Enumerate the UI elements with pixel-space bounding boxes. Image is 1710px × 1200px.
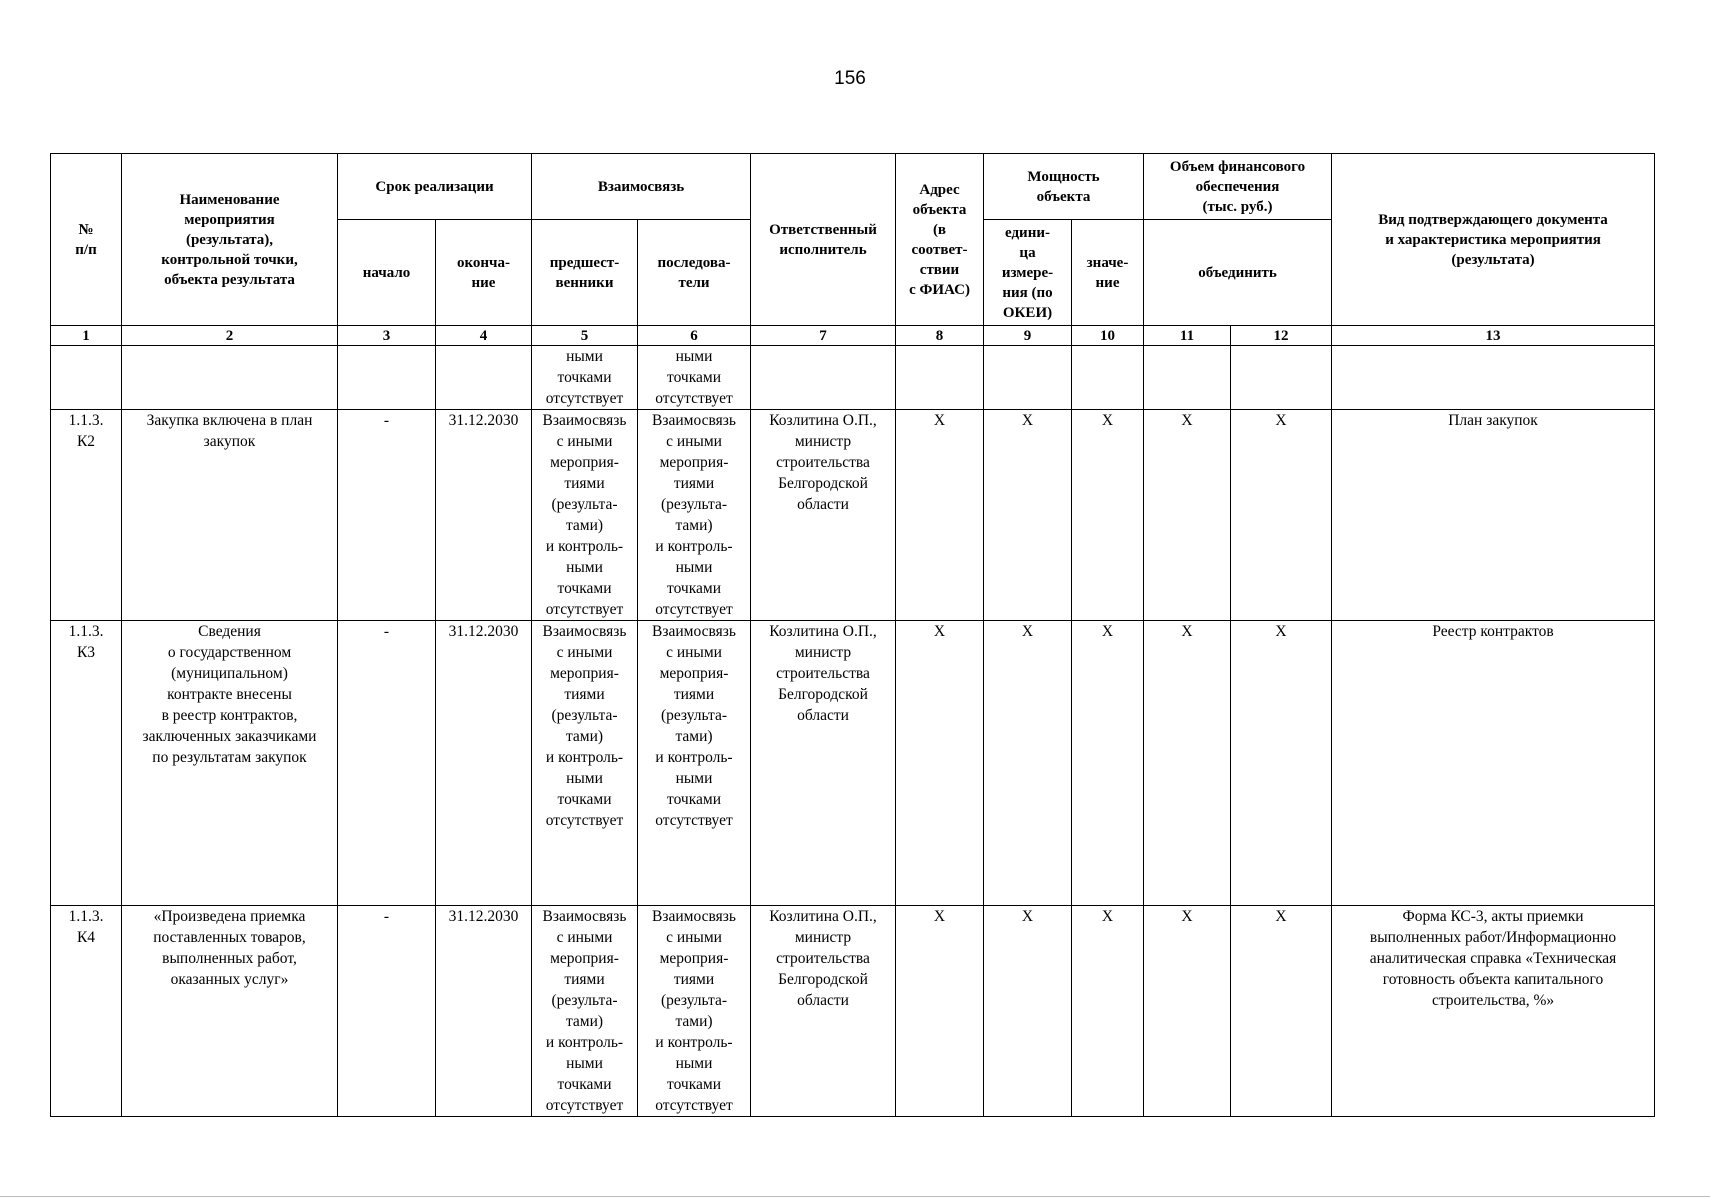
cell-next: ными точками отсутствует: [638, 346, 751, 410]
header-capacity-value: значе- ние: [1072, 220, 1144, 326]
column-number: 7: [751, 326, 896, 346]
header-name: Наименование мероприятия (результата), контрольной точки, объекта результата: [122, 154, 338, 326]
cell-prev: Взаимосвязь с иными мероприя- тиями (результа- тами) и контроль- ными точками отсутствует: [532, 410, 638, 621]
column-number: 6: [638, 326, 751, 346]
cell-fin-11: Х: [1144, 906, 1231, 1117]
column-number: 8: [896, 326, 984, 346]
cell-num: 1.1.3. К2: [51, 410, 122, 621]
cell-value: Х: [1072, 410, 1144, 621]
cell-fin-11: Х: [1144, 410, 1231, 621]
column-number: 3: [338, 326, 436, 346]
cell-num: 1.1.3. К4: [51, 906, 122, 1117]
continuation-row: [51, 346, 1655, 410]
cell-prev: ными точками отсутствует: [532, 346, 638, 410]
header-term: Срок реализации: [338, 154, 532, 220]
cell-num: 1.1.3. К3: [51, 621, 122, 906]
page-number: 156: [834, 68, 866, 89]
column-number: 11: [1144, 326, 1231, 346]
scan-bottom-edge: [0, 1196, 1710, 1197]
cell-name: «Произведена приемка поставленных товаров, выполненных работ, оказанных услуг»: [122, 906, 338, 1117]
header-finance-merge: объединить: [1144, 220, 1332, 326]
header-term-end: оконча- ние: [436, 220, 532, 326]
cell-doc: Реестр контрактов: [1332, 621, 1655, 906]
column-number: 13: [1332, 326, 1655, 346]
cell-fin-12: Х: [1231, 906, 1332, 1117]
cell-responsible: Козлитина О.П., министр строительства Белгородской области: [751, 621, 896, 906]
column-number: 1: [51, 326, 122, 346]
column-number: 10: [1072, 326, 1144, 346]
cell-unit: Х: [984, 621, 1072, 906]
cell-value: Х: [1072, 621, 1144, 906]
header-finance: Объем финансового обеспечения (тыс. руб.): [1144, 154, 1332, 220]
column-number: 5: [532, 326, 638, 346]
results-table: [50, 153, 1655, 1117]
cell-end: 31.12.2030: [436, 621, 532, 906]
cell-unit: Х: [984, 410, 1072, 621]
header-link-next: последова- тели: [638, 220, 751, 326]
cell-prev: Взаимосвязь с иными мероприя- тиями (результа- тами) и контроль- ными точками отсутствует: [532, 906, 638, 1117]
table-row: [51, 621, 1655, 906]
header-link-prev: предшест- венники: [532, 220, 638, 326]
cell-end: 31.12.2030: [436, 410, 532, 621]
cell-unit: Х: [984, 906, 1072, 1117]
cell-next: Взаимосвязь с иными мероприя- тиями (результа- тами) и контроль- ными точками отсутствует: [638, 906, 751, 1117]
cell-start: -: [338, 410, 436, 621]
cell-doc: Форма КС-3, акты приемки выполненных работ/Информационно аналитическая справка «Техническая готовность объекта капитального строительства, %»: [1332, 906, 1655, 1117]
cell-fin-12: Х: [1231, 410, 1332, 621]
cell-end: 31.12.2030: [436, 906, 532, 1117]
header-doc-type: Вид подтверждающего документа и характеристика мероприятия (результата): [1332, 154, 1655, 326]
cell-start: -: [338, 621, 436, 906]
header-responsible: Ответственный исполнитель: [751, 154, 896, 326]
header-link: Взаимосвязь: [532, 154, 751, 220]
cell-fin-12: Х: [1231, 621, 1332, 906]
table-row: [51, 410, 1655, 621]
header-term-start: начало: [338, 220, 436, 326]
header-num: № п/п: [51, 154, 122, 326]
column-number: 2: [122, 326, 338, 346]
cell-responsible: Козлитина О.П., министр строительства Белгородской области: [751, 410, 896, 621]
cell-start: -: [338, 906, 436, 1117]
cell-address: Х: [896, 410, 984, 621]
cell-name: Закупка включена в план закупок: [122, 410, 338, 621]
column-number: 9: [984, 326, 1072, 346]
header-capacity-unit: едини- ца измере- ния (по ОКЕИ): [984, 220, 1072, 326]
column-number: 12: [1231, 326, 1332, 346]
cell-responsible: Козлитина О.П., министр строительства Белгородской области: [751, 906, 896, 1117]
cell-fin-11: Х: [1144, 621, 1231, 906]
cell-address: Х: [896, 906, 984, 1117]
header-address: Адрес объекта (в соответ- ствии с ФИАС): [896, 154, 984, 326]
column-number: 4: [436, 326, 532, 346]
cell-name: Сведения о государственном (муниципальном) контракте внесены в реестр контрактов, заключенных заказчиками по результатам закупок: [122, 621, 338, 906]
table-row: [51, 906, 1655, 1117]
header-capacity: Мощность объекта: [984, 154, 1144, 220]
cell-next: Взаимосвязь с иными мероприя- тиями (результа- тами) и контроль- ными точками отсутствует: [638, 621, 751, 906]
cell-prev: Взаимосвязь с иными мероприя- тиями (результа- тами) и контроль- ными точками отсутствует: [532, 621, 638, 906]
cell-address: Х: [896, 621, 984, 906]
cell-next: Взаимосвязь с иными мероприя- тиями (результа- тами) и контроль- ными точками отсутствует: [638, 410, 751, 621]
cell-value: Х: [1072, 906, 1144, 1117]
column-number-row: [51, 326, 1655, 346]
header-row-1: [51, 154, 1655, 220]
cell-doc: План закупок: [1332, 410, 1655, 621]
